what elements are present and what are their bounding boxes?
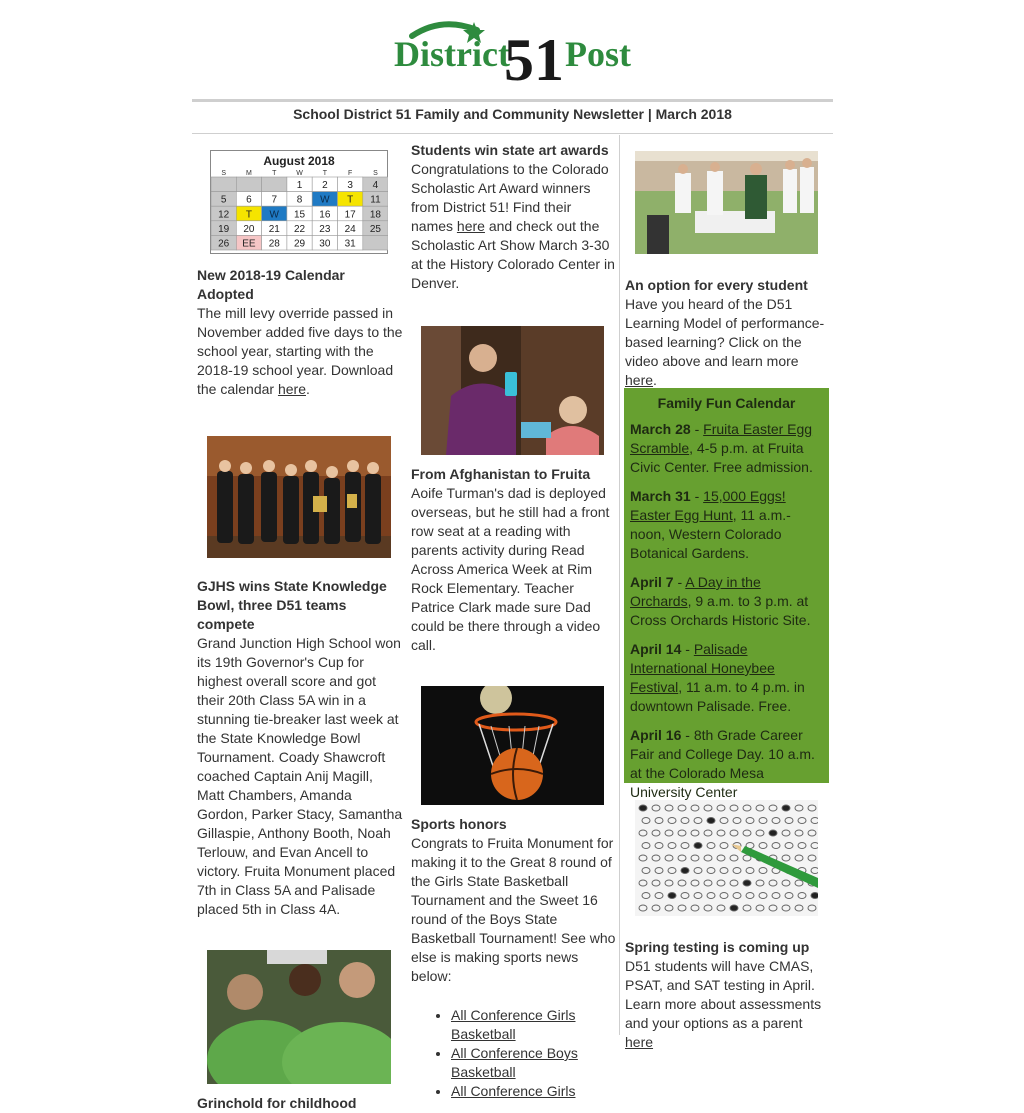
article-body [411,160,616,293]
calendar-day: 28 [268,238,280,250]
calendar-day: EE [242,238,256,250]
event-item: March 31 - 15,000 Eggs! Easter Egg Hunt, 11 a.m.-noon, Western Colorado Botanical Gardens. [630,488,791,561]
logo-text-right: Post [565,34,631,74]
event-link[interactable]: 15,000 Eggs! Easter Egg Hunt [630,488,786,523]
event-date: April 16 [630,727,682,743]
article-title: From Afghanistan to Fruita [411,466,591,482]
calendar-weekday: S [221,170,226,177]
list-item [451,1006,616,1044]
calendar-day: 17 [344,209,356,221]
article-text: Have you heard of the D51 Learning Model of performance-based learning? Click on the video above and learn more [625,296,825,369]
article-body: Grand Junction High School won its 19th Governor's Cup for highest overall score and got their 20th Class 5A win in a stunning tie-breaker last week at the State Knowledge Bowl Tournament. Coady Shawcroft coached Captain Anij Magill, Matt Chambers, Amanda Gordon, Parker Stacy, Samantha Gillaspie, Anthony Booth, Noah Terlouw, and Evan Ancell to victory. Fruita Monument placed 7th in Class 5A and Palisade placed 5th in Class 4A. [197,635,403,917]
calendar-weekday: F [348,170,353,177]
event-item: April 14 - Palisade International Honeybee Festival, 11 a.m. to 4 p.m. in downtown Palisade. Free. [630,641,805,714]
left-column [197,150,403,1113]
subtitle-divider [192,133,833,134]
calendar-cell [363,235,388,250]
event-details: 8th Grade Career Fair and College Day. 10 a.m. at the Colorado Mesa University Center [630,727,815,800]
right-column-lower [625,800,829,1052]
calendar-weekday: S [373,170,378,177]
event-date: April 7 [630,574,674,590]
calendar-day: W [269,209,279,221]
calendar-weekday: W [296,170,303,177]
all-conference-boys-basketball-link[interactable]: All Conference Boys Basketball [451,1045,578,1080]
calendar-day: 16 [319,209,331,221]
article-body [625,295,829,390]
calendar-image[interactable] [210,150,388,254]
haircut-photo[interactable] [207,950,391,1084]
article-body [197,304,403,399]
basketball-photo[interactable] [421,686,604,805]
article-title: Students win state art awards [411,142,609,158]
article-text-end: . [653,372,657,388]
answer-bubble [681,868,689,874]
calendar-day: 6 [246,194,252,206]
answer-bubble [730,905,738,911]
calendar-day: 23 [319,223,331,235]
answer-bubble [811,893,818,899]
calendar-day: T [347,194,354,206]
calendar-cell [211,177,236,192]
all-conference-girls-basketball-link[interactable]: All Conference Girls Basketball [451,1007,576,1042]
event-link[interactable]: Fruita Easter Egg Scramble [630,421,813,456]
calendar-day: 8 [296,194,303,206]
answer-bubble [743,880,751,886]
calendar-day: 15 [293,209,306,221]
calendar-day: 19 [218,223,230,235]
article-title: Spring testing is coming up [625,939,810,955]
calendar-weekday: T [272,170,277,177]
list-item [451,1082,616,1101]
event-date: March 28 [630,421,691,437]
calendar-weekday: M [246,170,252,177]
event-details: , 9 a.m. to 3 p.m. at Cross Orchards Historic Site. [630,593,811,628]
calendar-day: 12 [218,209,230,221]
calendar-day: 25 [369,223,382,235]
calendar-day: W [320,194,330,206]
article-title: Grinchold for childhood [197,1095,357,1111]
event-link[interactable]: Palisade International Honeybee Festival [630,641,775,695]
logo-text-left: District [394,34,510,74]
article-title: GJHS wins State Knowledge Bowl, three D51 teams compete [197,578,387,632]
event-details: , 4-5 p.m. at Fruita Civic Center. Free admission. [630,440,813,475]
article-text-end: . [305,381,310,397]
calendar-day: 26 [218,238,230,250]
article-title: Sports honors [411,816,507,832]
learning-model-link[interactable]: here [625,372,654,388]
article-body: Congrats to Fruita Monument for making it to the Great 8 round of the Girls State Basketball Tournament and the Sweet 16 round of the Boys State Basketball Tournament! See who else is making sports news below: [411,835,616,984]
answer-bubble [639,805,647,811]
logo-number: 51 [504,27,564,88]
calendar-day: 20 [243,223,255,235]
newsletter-subtitle: School District 51 Family and Community Newsletter | March 2018 [293,106,732,122]
calendar-day: 4 [372,180,379,192]
middle-column [411,141,616,1101]
calendar-day: T [245,209,253,221]
calendar-day: 18 [369,209,382,221]
calendar-day: 2 [322,180,328,192]
all-conference-girls-link[interactable]: All Conference Girls [451,1083,576,1099]
family-fun-calendar [624,388,829,800]
calendar-weekday: T [322,170,327,177]
calendar-day: 5 [220,194,227,206]
calendar-day: 1 [296,180,303,192]
family-fun-title: Family Fun Calendar [657,395,796,411]
column-divider [619,135,620,1035]
article-title: New 2018-19 Calendar Adopted [197,267,345,302]
article-text-end: and check out the Scholastic Art Show March 3-30 at the History Colorado Center in Denver. [411,218,615,291]
article-text: D51 students will have CMAS, PSAT, and SAT testing in April. Learn more about assessments and your options as a parent [625,958,822,1031]
assessments-link[interactable]: here [625,1034,654,1050]
event-item: April 16 - 8th Grade Career Fair and College Day. 10 a.m. at the Colorado Mesa University Center [630,727,815,800]
learning-model-video-thumbnail[interactable] [635,151,818,254]
article-body: Aoife Turman's dad is deployed overseas, but he still had a front row seat at a reading with parents activity during Read Across America Week at Rim Rock Elementary. Teacher Patrice Clark made sure Dad could be there through a video call. [411,485,610,653]
event-date: March 31 [630,488,691,504]
calendar-cell [262,177,287,192]
calendar-day: 11 [370,194,381,206]
event-item: March 28 - Fruita Easter Egg Scramble, 4-5 p.m. at Fruita Civic Center. Free admission. [630,421,813,475]
right-column [625,151,829,390]
calendar-cell [236,177,261,192]
answer-bubble [694,843,702,849]
header-divider [192,99,833,102]
event-item: April 7 - A Day in the Orchards, 9 a.m. to 3 p.m. at Cross Orchards Historic Site. [630,574,811,628]
video-reading-photo[interactable] [421,326,604,455]
sports-links-list [411,1006,616,1101]
calendar-day: 7 [271,194,278,206]
event-link[interactable]: A Day in the Orchards [630,574,761,609]
testing-bubble-sheet-photo[interactable] [635,800,818,916]
calendar-title: August 2018 [263,154,335,168]
district-51-post-logo[interactable] [392,14,632,88]
knowledge-bowl-photo[interactable] [207,436,391,558]
article-text: Congratulations to the Colorado Scholastic Art Award winners from District 51! Find their names [411,161,609,234]
calendar-day: 3 [347,180,353,192]
article-title: An option for every student [625,277,808,293]
event-details: , 11 a.m.-noon, Western Colorado Botanical Gardens. [630,507,791,561]
calendar-day: 22 [293,223,306,235]
event-date: April 14 [630,641,682,657]
calendar-day: 24 [344,223,356,235]
calendar-day: 21 [268,223,280,235]
answer-bubble [707,818,715,824]
calendar-day: 31 [344,238,356,250]
answer-bubble [668,893,676,899]
calendar-day: 30 [319,238,331,250]
calendar-day: 29 [293,238,306,250]
event-details: , 11 a.m. to 4 p.m. in downtown Palisade. Free. [630,679,805,714]
calendar-download-link[interactable]: here [277,381,306,397]
art-winners-link[interactable]: here [456,218,485,234]
list-item [451,1044,616,1082]
article-text: The mill levy override passed in November added five days to the school year, starting with the 2018-19 school year. Download the calendar [197,305,403,397]
answer-bubble [769,830,777,836]
article-body [625,957,829,1052]
answer-bubble [782,805,790,811]
